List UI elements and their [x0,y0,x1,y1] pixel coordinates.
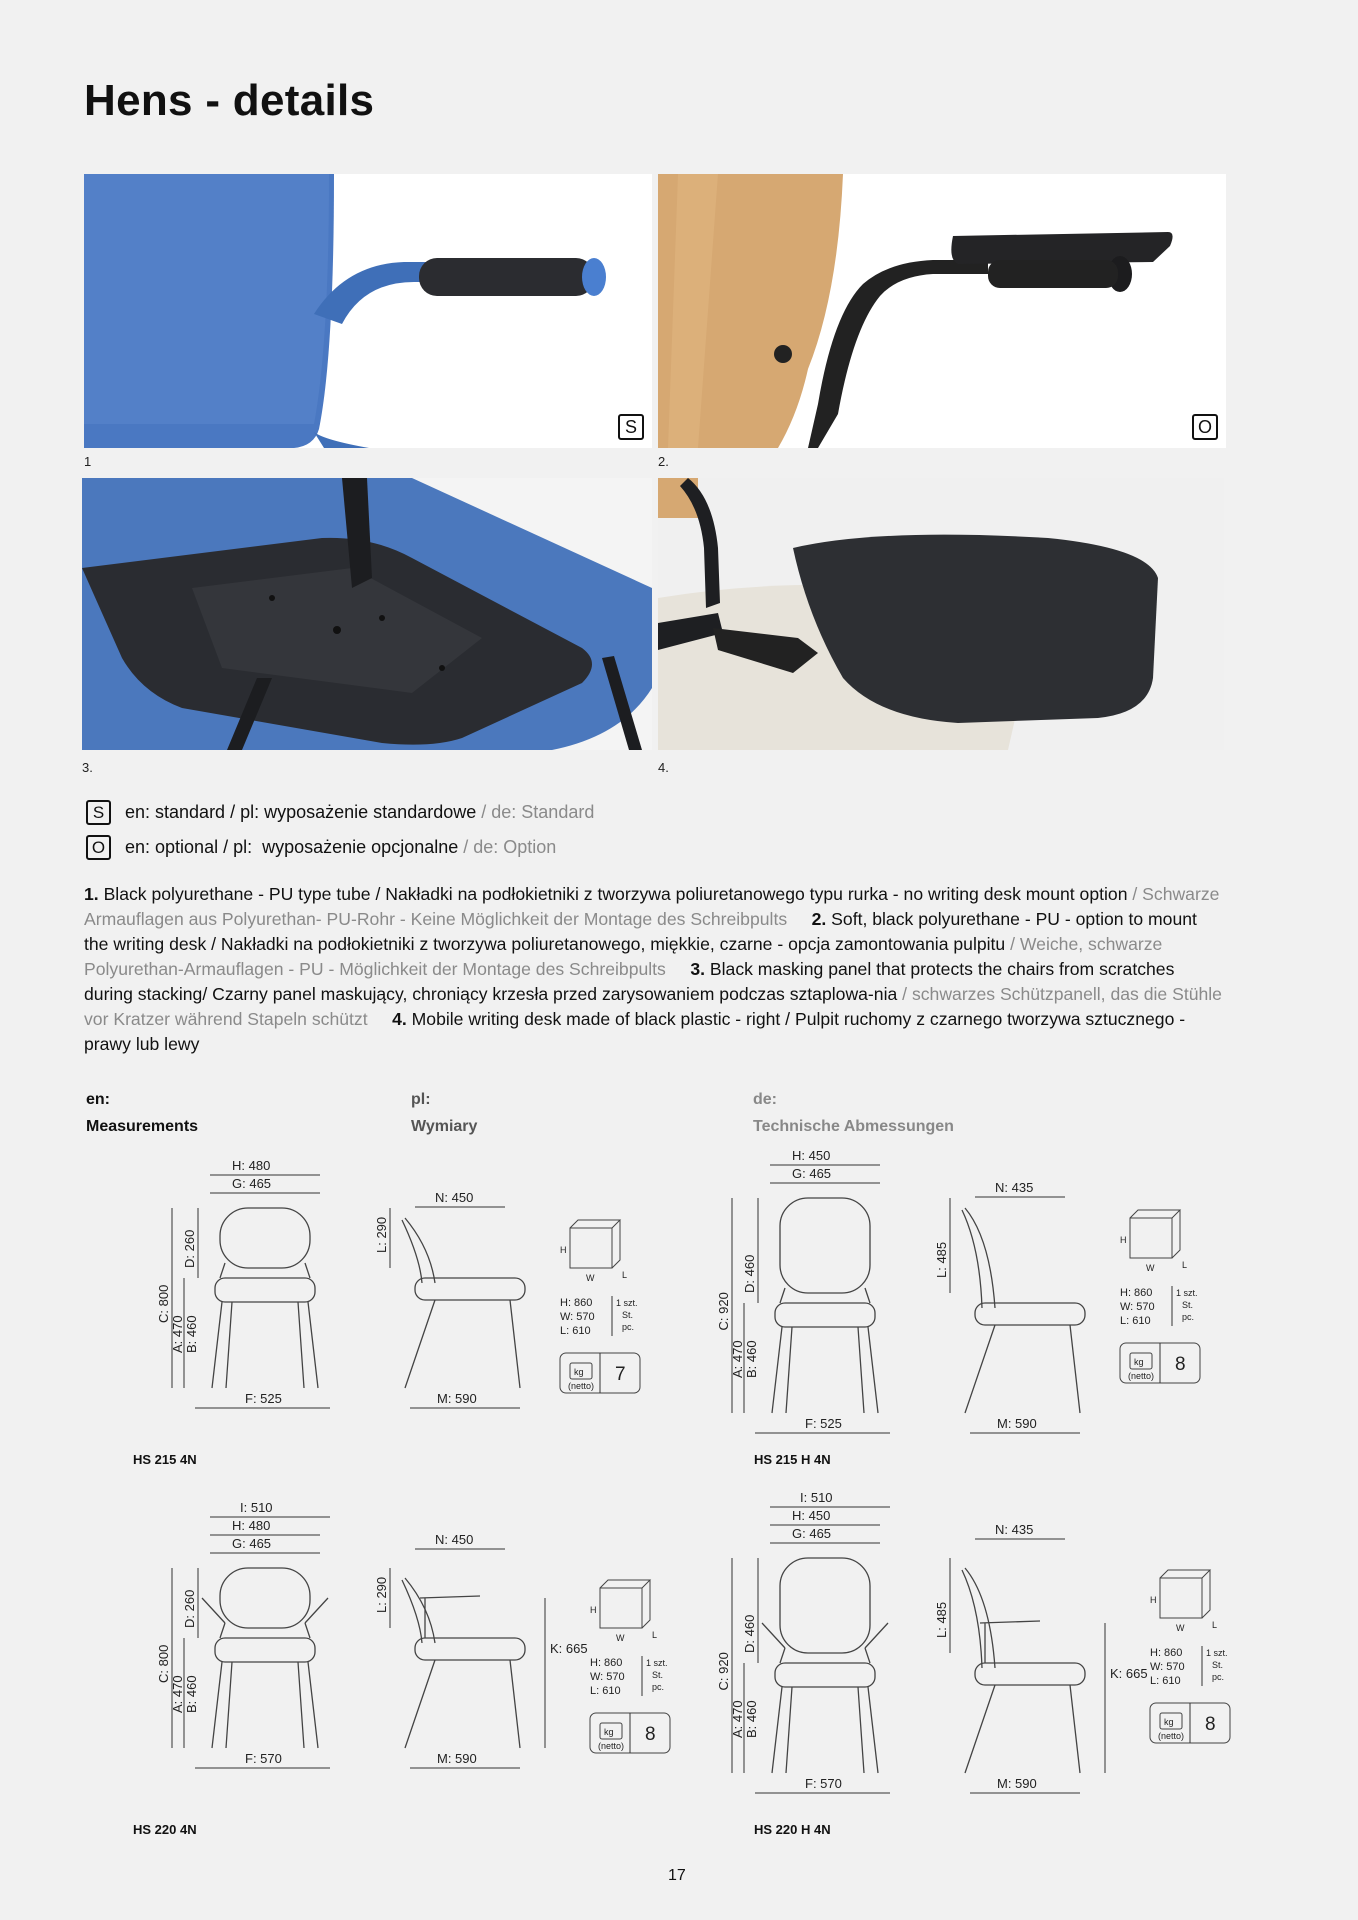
backrest-outline [220,1208,310,1268]
dimension-c: C: 920 [716,1652,731,1691]
box-unit-en: pc. [652,1682,665,1692]
armrest-outline [202,1598,328,1623]
netto-label: (netto) [598,1741,625,1751]
box-h-letter: H [1150,1595,1157,1605]
side-leg-outline [405,1300,520,1388]
dimension-n: N: 435 [995,1522,1034,1537]
drawing-svg [120,1145,638,1445]
box-width: W: 570 [1120,1301,1155,1313]
netto-label: (netto) [1128,1371,1155,1381]
optional-badge-icon: O [1192,414,1218,440]
side-backrest-outline [405,1218,435,1283]
leg-outline [772,1687,878,1773]
dimension-b: B: 460 [744,1700,759,1738]
chair-outline [780,1648,785,1663]
details-description: 1. Black polyurethane - PU type tube / Nakładki na podłokietniki z tworzywa poliuretanowego typu rurka - no writing desk mount option / Schwarze Armauflagen aus Polyurethan- PU-Rohr - Keine Möglichkeit der Montage des Schreibpults 2. Soft, black polyurethane - PU - option to mount the writing desk / Nakładki na podłokietniki z tworzywa poliuretanowego, miękkie, czarne - opcja zamontowania pulpitu / Weiche, schwarze Polyurethan-Armauflagen - PU - Möglichkeit der Montage des Schreibpults 3. Black masking panel that protects the chairs from scratches during stacking/ Czarny panel maskujący, chroniący krzesła przed zarysowaniem podczas sztaplowa-nia / schwarzes Schützpanell, das die Stühle vor Kratzer während Stapeln schützt 4. Mobile writing desk made of black plastic - right / Pulpit ruchomy z czarnego tworzywa sztucznego - prawy lub lewy [84,884,1222,1054]
dimension-l: L: 485 [934,1241,949,1278]
weight-value: 8 [1175,1354,1186,1375]
legend-standard-en: en: standard [125,802,226,822]
photo-armrest-optional [658,174,1226,448]
box-unit-de: St. [652,1670,664,1680]
box-l-letter: L [1212,1620,1218,1630]
dimension-n: N: 450 [435,1532,474,1547]
netto-label: (netto) [1158,1731,1185,1741]
backrest-outline [780,1558,870,1653]
side-backrest-outline [965,1568,995,1668]
box-h-letter: H [1120,1235,1127,1245]
chair-outline [220,1263,225,1278]
dimension-h: H: 480 [232,1518,271,1533]
seat-outline [775,1663,875,1687]
measurements-header-de: de: Technische Abmessungen [753,1091,954,1135]
package-box-icon [1160,1570,1210,1618]
dimension-i: I: 510 [800,1490,833,1505]
package-box-icon [600,1580,650,1628]
box-length: L: 610 [1120,1315,1151,1327]
side-backrest-outline [965,1208,995,1308]
side-armrest-outline [980,1621,1040,1663]
photo-writing-desk [658,478,1224,750]
box-unit-en: pc. [1212,1672,1225,1682]
weight-value: 8 [645,1724,656,1745]
box-height: H: 860 [560,1297,593,1309]
side-leg-outline [405,1660,520,1748]
box-l-letter: L [652,1630,658,1640]
standard-badge-icon: S [86,800,111,825]
chair-outline [305,1623,310,1638]
box-quantity: 1 szt. [1206,1648,1228,1658]
side-leg-outline [965,1685,1080,1773]
side-seat-outline [975,1303,1085,1325]
dimension-h: H: 480 [232,1158,271,1173]
box-length: L: 610 [1150,1675,1181,1687]
dimension-m: M: 590 [437,1391,477,1406]
photo-caption-2: 2. [658,454,669,469]
dimension-d: D: 460 [742,1614,757,1653]
side-leg-outline [965,1325,1080,1413]
dimension-b: B: 460 [744,1340,759,1378]
netto-label: (netto) [568,1381,595,1391]
dimension-m: M: 590 [997,1416,1037,1431]
chair-outline [780,1288,785,1303]
photo-caption-4: 4. [658,760,669,775]
technical-drawing-hs-220-h-4n [680,1490,1240,1814]
dimension-g: G: 465 [792,1166,832,1181]
box-w-letter: W [1176,1623,1185,1633]
chair-outline [865,1648,870,1663]
box-quantity: 1 szt. [616,1298,638,1308]
box-width: W: 570 [560,1311,595,1323]
kg-label: kg [604,1727,614,1737]
side-seat-outline [975,1663,1085,1685]
legend-standard-pl: pl: wyposażenie standardowe [240,802,477,822]
technical-drawing-hs-215-4n [120,1145,638,1445]
box-w-letter: W [586,1273,595,1283]
dimension-m: M: 590 [997,1776,1037,1791]
photo-armrest-standard [84,174,652,448]
box-unit-en: pc. [622,1322,635,1332]
box-l-letter: L [1182,1260,1188,1270]
dimension-l: L: 290 [374,1576,389,1613]
seat-outline [215,1638,315,1662]
dimension-f: F: 570 [245,1751,282,1766]
box-unit-de: St. [1182,1300,1194,1310]
measurements-header-pl: pl: Wymiary [411,1091,478,1135]
package-box-icon [570,1220,620,1268]
standard-badge-icon: S [618,414,644,440]
photo-caption-3: 3. [82,760,93,775]
model-code: HS 220 H 4N [754,1822,831,1837]
dimension-g: G: 465 [792,1526,832,1541]
kg-label: kg [1134,1357,1144,1367]
dimension-l: L: 485 [934,1601,949,1638]
dimension-c: C: 800 [156,1644,171,1683]
side-armrest-outline [420,1596,480,1638]
dimension-m: M: 590 [437,1751,477,1766]
box-l-letter: L [622,1270,628,1280]
box-length: L: 610 [560,1325,591,1337]
technical-drawing-hs-220-4n [120,1494,680,1814]
dimension-f: F: 570 [805,1776,842,1791]
box-w-letter: W [616,1633,625,1643]
box-unit-de: St. [1212,1660,1224,1670]
side-backrest-outline [405,1578,435,1643]
drawing-svg [680,1145,1198,1445]
legend-optional: O en: optional / pl: wyposażenie opcjonalne / de: Option [86,835,556,860]
dimension-n: N: 435 [995,1180,1034,1195]
legend-optional-de: de: Option [473,837,557,857]
box-height: H: 860 [1150,1647,1183,1659]
dimension-c: C: 920 [716,1292,731,1331]
kg-label: kg [574,1367,584,1377]
dimension-g: G: 465 [232,1536,272,1551]
dimension-a: A: 470 [170,1315,185,1353]
legend-optional-en: en: optional [125,837,219,857]
box-w-letter: W [1146,1263,1155,1273]
dimension-k: K: 665 [550,1641,588,1656]
leg-outline [212,1302,318,1388]
box-height: H: 860 [1120,1287,1153,1299]
leg-outline [212,1662,318,1748]
dimension-k: K: 665 [1110,1666,1148,1681]
side-backrest-outline [402,1220,422,1283]
page-title: Hens - details [84,76,375,125]
kg-label: kg [1164,1717,1174,1727]
box-unit-en: pc. [1182,1312,1195,1322]
box-width: W: 570 [590,1671,625,1683]
side-seat-outline [415,1638,525,1660]
dimension-a: A: 470 [730,1340,745,1378]
weight-value: 8 [1205,1714,1216,1735]
chair-outline [305,1263,310,1278]
dimension-a: A: 470 [170,1675,185,1713]
dimension-c: C: 800 [156,1284,171,1323]
dimension-i: I: 510 [240,1500,273,1515]
dimension-f: F: 525 [805,1416,842,1431]
legend-standard-de: de: Standard [491,802,595,822]
box-h-letter: H [560,1245,567,1255]
box-unit-de: St. [622,1310,634,1320]
dimension-h: H: 450 [792,1148,831,1163]
measurements-header-en: en: Measurements [86,1091,199,1135]
chair-outline [865,1288,870,1303]
box-quantity: 1 szt. [1176,1288,1198,1298]
technical-drawing-hs-215-h-4n [680,1145,1198,1445]
side-backrest-outline [402,1580,422,1643]
page-number: 17 [668,1867,686,1884]
leg-outline [772,1327,878,1413]
photo-masking-panel [82,478,652,750]
side-seat-outline [415,1278,525,1300]
photo-caption-1: 1 [84,454,92,469]
dimension-g: G: 465 [232,1176,272,1191]
box-width: W: 570 [1150,1661,1185,1673]
drawing-svg [120,1494,680,1814]
model-code: HS 220 4N [133,1822,197,1837]
chair-outline [220,1623,225,1638]
drawing-svg [680,1490,1240,1814]
dimension-a: A: 470 [730,1700,745,1738]
side-backrest-outline [962,1210,982,1308]
box-h-letter: H [590,1605,597,1615]
box-quantity: 1 szt. [646,1658,668,1668]
model-code: HS 215 H 4N [754,1452,831,1467]
box-height: H: 860 [590,1657,623,1669]
dimension-n: N: 450 [435,1190,474,1205]
package-box-icon [1130,1210,1180,1258]
dimension-d: D: 260 [182,1589,197,1628]
seat-outline [775,1303,875,1327]
optional-badge-icon: O [86,835,111,860]
side-backrest-outline [962,1570,982,1668]
weight-value: 7 [615,1364,626,1385]
armrest-outline [762,1623,888,1648]
legend-standard: S en: standard / pl: wyposażenie standardowe / de: Standard [86,800,594,825]
model-code: HS 215 4N [133,1452,197,1467]
dimension-d: D: 260 [182,1229,197,1268]
backrest-outline [780,1198,870,1293]
dimension-l: L: 290 [374,1216,389,1253]
dimension-h: H: 450 [792,1508,831,1523]
legend-optional-pl: pl: wyposażenie opcjonalne [233,837,459,857]
box-length: L: 610 [590,1685,621,1697]
dimension-f: F: 525 [245,1391,282,1406]
dimension-b: B: 460 [184,1315,199,1353]
dimension-d: D: 460 [742,1254,757,1293]
backrest-outline [220,1568,310,1628]
dimension-b: B: 460 [184,1675,199,1713]
seat-outline [215,1278,315,1302]
